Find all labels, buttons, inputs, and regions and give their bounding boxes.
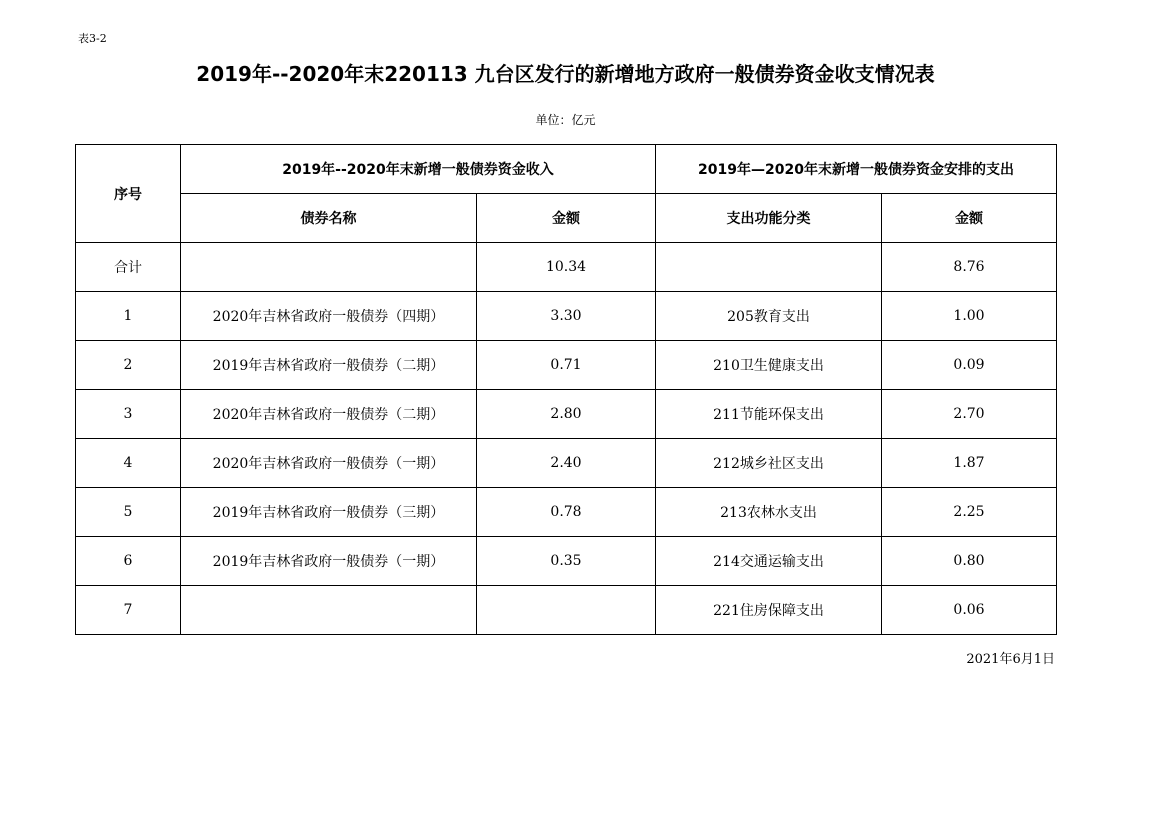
total-expense-category — [656, 243, 882, 292]
table-row — [76, 390, 1057, 439]
row-seq: 5 — [76, 488, 181, 537]
table-row — [76, 341, 1057, 390]
table-row — [76, 488, 1057, 537]
header-income-amount: 金额 — [477, 194, 656, 243]
row-expense-amount: 1.00 — [882, 292, 1057, 341]
row-income-amount: 2.80 — [477, 390, 656, 439]
row-income-amount — [477, 586, 656, 635]
row-bond-name: 2020年吉林省政府一般债券（四期） — [181, 292, 477, 341]
row-expense-amount: 2.25 — [882, 488, 1057, 537]
date-label: 2021年6月1日 — [966, 652, 1055, 667]
header-expense-group: 2019年—2020年末新增一般债券资金安排的支出 — [656, 145, 1057, 194]
total-bond-name — [181, 243, 477, 292]
row-seq: 3 — [76, 390, 181, 439]
row-expense-amount: 0.80 — [882, 537, 1057, 586]
total-label: 合计 — [76, 243, 181, 292]
row-expense-category: 221住房保障支出 — [656, 586, 882, 635]
header-bond-name: 债券名称 — [181, 194, 477, 243]
header-seq: 序号 — [76, 145, 181, 243]
row-expense-amount: 0.09 — [882, 341, 1057, 390]
total-expense-amount: 8.76 — [882, 243, 1057, 292]
row-income-amount: 3.30 — [477, 292, 656, 341]
table-row — [76, 586, 1057, 635]
row-income-amount: 0.35 — [477, 537, 656, 586]
row-bond-name — [181, 586, 477, 635]
row-bond-name: 2019年吉林省政府一般债券（二期） — [181, 341, 477, 390]
total-row — [76, 243, 1057, 292]
row-expense-category: 212城乡社区支出 — [656, 439, 882, 488]
row-bond-name: 2020年吉林省政府一般债券（二期） — [181, 390, 477, 439]
row-bond-name: 2020年吉林省政府一般债券（一期） — [181, 439, 477, 488]
row-expense-category: 205教育支出 — [656, 292, 882, 341]
row-income-amount: 0.78 — [477, 488, 656, 537]
header-expense-amount: 金额 — [882, 194, 1057, 243]
row-expense-amount: 2.70 — [882, 390, 1057, 439]
header-income-group: 2019年--2020年末新增一般债券资金收入 — [181, 145, 656, 194]
row-expense-amount: 0.06 — [882, 586, 1057, 635]
row-expense-category: 214交通运输支出 — [656, 537, 882, 586]
bond-funds-table — [75, 144, 1057, 635]
header-expense-category: 支出功能分类 — [656, 194, 882, 243]
row-income-amount: 0.71 — [477, 341, 656, 390]
row-bond-name: 2019年吉林省政府一般债券（一期） — [181, 537, 477, 586]
row-income-amount: 2.40 — [477, 439, 656, 488]
row-expense-amount: 1.87 — [882, 439, 1057, 488]
total-income-amount: 10.34 — [477, 243, 656, 292]
table-row — [76, 292, 1057, 341]
table-row — [76, 439, 1057, 488]
row-seq: 4 — [76, 439, 181, 488]
table-code: 表3-2 — [78, 32, 107, 45]
unit-label: 单位：亿元 — [535, 113, 596, 127]
row-seq: 6 — [76, 537, 181, 586]
row-seq: 7 — [76, 586, 181, 635]
row-bond-name: 2019年吉林省政府一般债券（三期） — [181, 488, 477, 537]
row-seq: 2 — [76, 341, 181, 390]
table-row — [76, 537, 1057, 586]
row-expense-category: 211节能环保支出 — [656, 390, 882, 439]
page-title: 2019年--2020年末220113 九台区发行的新增地方政府一般债券资金收支情况表 — [196, 62, 935, 86]
row-expense-category: 210卫生健康支出 — [656, 341, 882, 390]
row-expense-category: 213农林水支出 — [656, 488, 882, 537]
row-seq: 1 — [76, 292, 181, 341]
